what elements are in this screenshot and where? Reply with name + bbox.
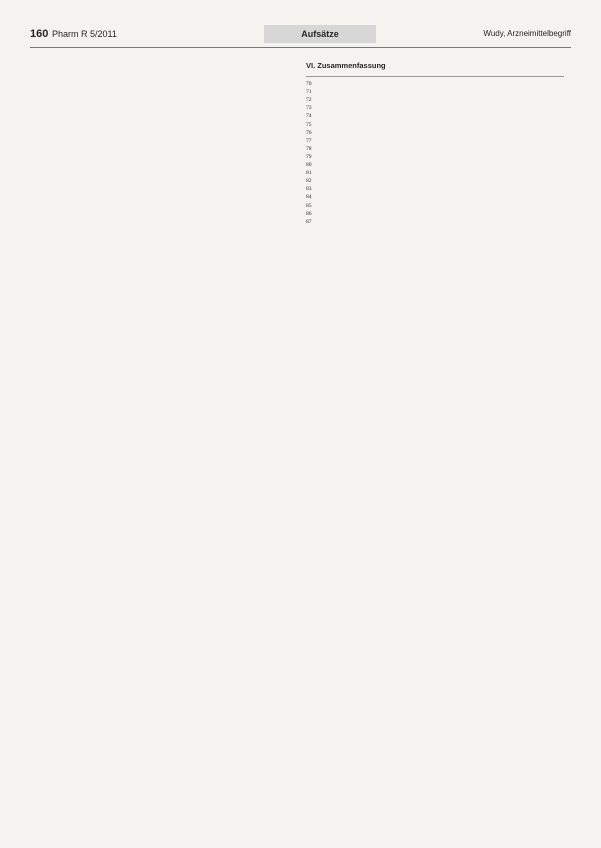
footnote [306, 162, 564, 169]
footnote [306, 113, 564, 120]
footnote-number: 87 [306, 218, 312, 225]
footnote-text [320, 81, 564, 88]
footnote [306, 97, 564, 104]
footnote-number: 75 [306, 121, 312, 128]
footnote-number: 83 [306, 186, 312, 193]
page-number: 160 [30, 28, 49, 40]
footnote [306, 178, 564, 185]
footnote-text [320, 203, 564, 210]
footnote-number: 80 [306, 162, 312, 169]
footnote-text [320, 105, 564, 112]
footnote [306, 138, 564, 145]
footnote-text [320, 138, 564, 145]
footnote-text [320, 186, 564, 193]
footnote [306, 219, 564, 226]
footnote-number: 81 [306, 170, 312, 177]
footnote [306, 154, 564, 161]
footnote [306, 89, 564, 96]
right-column [306, 56, 564, 227]
footnote-text [320, 154, 564, 161]
footnote-number: 82 [306, 178, 312, 185]
footnote-number: 73 [306, 105, 312, 112]
section-heading: VI. Zusammenfassung [306, 61, 386, 70]
footnote-number: 85 [306, 202, 312, 209]
footnote-text [320, 211, 564, 218]
footnote-text [320, 146, 564, 153]
footnote [306, 203, 564, 210]
footnote [306, 211, 564, 218]
footnote-number: 71 [306, 89, 312, 96]
running-head: Wudy, Arzneimittelbegriff [483, 29, 571, 38]
footnote-text [320, 219, 564, 226]
footnote-text [320, 194, 564, 201]
footnote [306, 186, 564, 193]
footnote-number: 70 [306, 81, 312, 88]
footnote-number: 79 [306, 153, 312, 160]
left-column [36, 56, 288, 60]
footnote-number: 72 [306, 97, 312, 104]
footnote-text [320, 122, 564, 129]
header-rule [30, 47, 571, 48]
footnote-number: 78 [306, 145, 312, 152]
section-tab: Aufsätze [264, 25, 376, 43]
journal-name: Pharm R 5/2011 [52, 29, 117, 39]
footnote-text [320, 113, 564, 120]
footnote-text [320, 162, 564, 169]
footnote-number: 77 [306, 137, 312, 144]
footnote [306, 81, 564, 88]
footnote-text [320, 178, 564, 185]
footnotes [306, 76, 564, 226]
footnote [306, 122, 564, 129]
footnote [306, 194, 564, 201]
footnote [306, 130, 564, 137]
footnote [306, 170, 564, 177]
footnote [306, 105, 564, 112]
footnote [306, 146, 564, 153]
footnote-number: 74 [306, 113, 312, 120]
footnote-number: 86 [306, 210, 312, 217]
footnote-text [320, 97, 564, 104]
footnote-number: 76 [306, 129, 312, 136]
footnote-text [320, 89, 564, 96]
page-header [30, 28, 571, 44]
footnote-number: 84 [306, 194, 312, 201]
footnote-text [320, 170, 564, 177]
footnote-text [320, 130, 564, 137]
